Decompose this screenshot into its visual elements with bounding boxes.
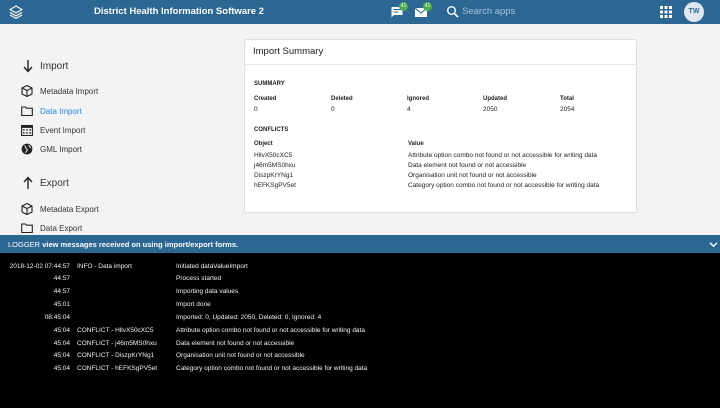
sidebar	[0, 24, 240, 235]
conflict-col-object: Object	[254, 141, 273, 147]
log-time: 45:04	[53, 365, 70, 372]
value-updated: 2050	[483, 106, 498, 113]
conflict-col-value: Value	[408, 141, 424, 147]
sidebar-item-label: Data Import	[40, 106, 82, 116]
log-entry	[0, 352, 720, 362]
log-time: 45:01	[53, 301, 70, 308]
value-created: 0	[254, 106, 258, 113]
value-ignored: 4	[407, 106, 411, 113]
log-entry	[0, 263, 720, 273]
log-time: 44:57	[53, 275, 70, 282]
log-source: CONFLICT - j46m5MS0hxu	[77, 340, 157, 347]
log-message: Data element not found or not accessible	[176, 340, 295, 347]
log-source: CONFLICT - DiszpKrYNg1	[77, 352, 155, 359]
log-message: Attribute option combo not found or not accessible for writing data	[176, 327, 365, 334]
search-icon[interactable]	[446, 5, 459, 18]
log-source: CONFLICT - hEFKSgPV5et	[77, 365, 158, 372]
logger-bar[interactable]	[0, 235, 720, 253]
log-time: 08:45:04	[44, 314, 70, 321]
log-time: 45:04	[53, 340, 70, 347]
search-apps-input[interactable]	[462, 3, 582, 20]
conflicts-heading: CONFLICTS	[254, 127, 289, 133]
conflict-value: Data element not found or not accessible	[408, 162, 527, 169]
log-source: CONFLICT - HllvX50cXC5	[77, 327, 154, 334]
top-header-bar	[0, 0, 720, 24]
log-time: 45:04	[53, 352, 70, 359]
log-time: 2018-12-02 07:44:57	[9, 263, 70, 270]
log-message: Category option combo not found or not accessible for writing data	[176, 365, 368, 372]
conflict-object: hEFKSgPV5et	[254, 182, 296, 189]
export-section-heading	[22, 176, 69, 190]
metadata-icon	[21, 85, 33, 97]
metadata-icon	[21, 203, 33, 215]
sidebar-item-label: GML Import	[40, 144, 82, 154]
user-avatar[interactable]: TW	[684, 2, 704, 22]
log-message: Importing data values	[176, 288, 239, 295]
messages-badge: 41	[424, 3, 431, 9]
conflict-object: j46m5MS0hxu	[254, 162, 296, 169]
conflict-object: DiszpKrYNg1	[254, 172, 294, 179]
sidebar-item-label: Event Import	[40, 125, 86, 135]
value-total: 2054	[560, 106, 575, 113]
app-title: District Health Information Software 2	[94, 6, 264, 17]
sidebar-item-label: Data Export	[40, 223, 83, 233]
calendar-icon	[21, 124, 33, 136]
sidebar-item-label: Metadata Import	[40, 86, 99, 96]
globe-icon	[21, 143, 33, 155]
sidebar-item-label: Metadata Export	[40, 204, 99, 214]
import-section-heading	[22, 59, 68, 73]
conflict-value: Organisation unit not found or not accessible	[408, 172, 537, 179]
summary-heading: SUMMARY	[254, 81, 285, 87]
value-deleted: 0	[331, 106, 335, 113]
log-entry	[0, 314, 720, 324]
sidebar-item-event-import[interactable]	[21, 124, 85, 136]
conflict-object: HllvX50cXC5	[254, 152, 293, 159]
import-heading-label: Import	[40, 60, 69, 72]
chevron-down-icon[interactable]	[709, 240, 718, 249]
logger-console	[0, 253, 720, 408]
sidebar-item-metadata-import[interactable]	[21, 85, 98, 97]
col-header-deleted: Deleted	[331, 96, 353, 102]
export-heading-label: Export	[40, 177, 69, 189]
sidebar-item-metadata-export[interactable]	[21, 203, 99, 215]
logger-prefix: LOGGER	[8, 240, 41, 249]
log-entry	[0, 275, 720, 285]
log-message: Organisation unit not found or not accessible	[176, 352, 305, 359]
log-entry	[0, 340, 720, 350]
log-message: Import done	[176, 301, 211, 308]
log-message: Imported: 0, Updated: 2050, Deleted: 0, Ignored: 4	[176, 314, 322, 321]
apps-grid-icon[interactable]	[660, 6, 672, 18]
col-header-created: Created	[254, 96, 277, 102]
col-header-updated: Updated	[483, 96, 507, 102]
logger-title	[8, 240, 238, 249]
log-source: INFO - Data import	[77, 263, 132, 270]
col-header-total: Total	[560, 96, 574, 102]
sidebar-item-data-import[interactable]	[21, 105, 82, 117]
log-entry	[0, 365, 720, 375]
folder-icon	[21, 222, 33, 234]
conflict-value: Attribute option combo not found or not accessible for writing data	[408, 152, 597, 159]
logger-description: view messages received on using import/export forms.	[42, 240, 239, 249]
log-entry	[0, 301, 720, 311]
log-message: Process started	[176, 275, 222, 282]
arrow-up-icon	[22, 176, 34, 190]
folder-icon	[21, 105, 33, 117]
log-time: 44:57	[53, 288, 70, 295]
import-summary-card	[244, 39, 637, 213]
arrow-down-icon	[22, 59, 34, 73]
sidebar-item-gml-import[interactable]	[21, 143, 82, 155]
col-header-ignored: Ignored	[407, 96, 429, 102]
log-time: 45:04	[53, 327, 70, 334]
dhis2-logo-icon[interactable]	[8, 4, 24, 20]
log-entry	[0, 288, 720, 298]
sidebar-item-data-export[interactable]	[21, 222, 82, 234]
interpretations-badge: 41	[400, 3, 407, 9]
divider	[245, 64, 636, 65]
card-title: Import Summary	[253, 46, 324, 57]
conflict-value: Category option combo not found or not accessible for writing data	[408, 182, 600, 189]
log-message: Initiated dataValueImport	[176, 263, 248, 270]
log-entry	[0, 327, 720, 337]
